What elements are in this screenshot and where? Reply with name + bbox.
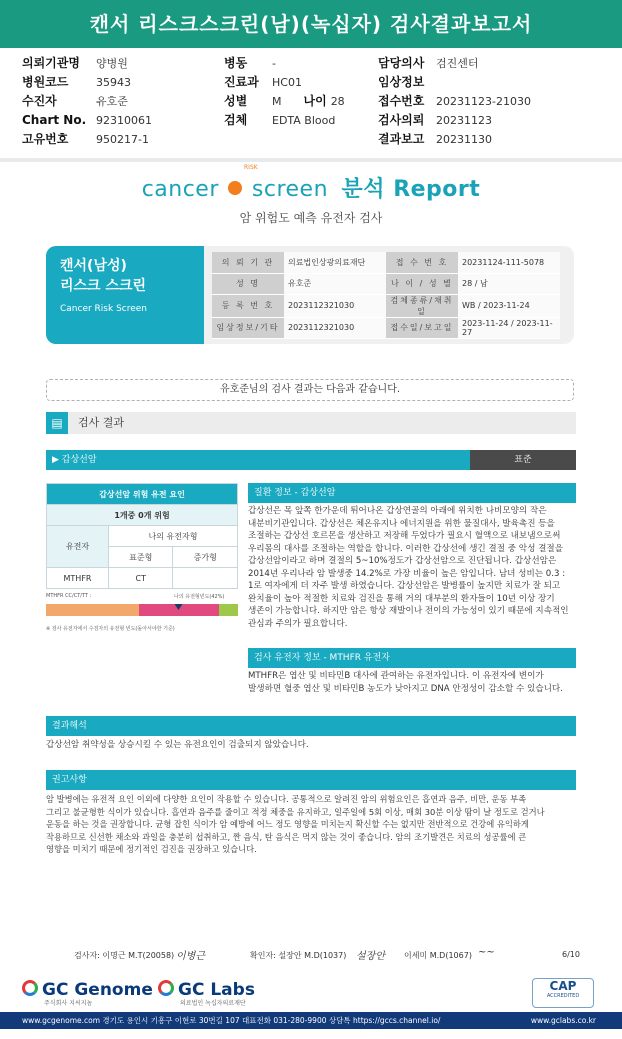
card-value: WB / 2023-11-24 (458, 294, 560, 317)
header-field-value: 20231123-21030 (436, 95, 531, 108)
advice-header: 권고사항 (46, 770, 576, 790)
header-field (378, 111, 531, 130)
interpretation-text: 갑상선암 취약성을 상승시킬 수 있는 유전요인이 검출되지 않았습니다. (46, 740, 309, 750)
disease-info-text (248, 505, 578, 630)
card-row (212, 273, 560, 294)
status-badge: 표준 (470, 450, 576, 470)
header-field-label: 성별 (224, 94, 248, 108)
text-line: 운동을 하는 것을 권장합니다. 균형 잡힌 식이가 암 예방에 어느 정도 영향을 미치는지 확신할 수는 없지만 전반적으로 건강에 유익하게 (46, 819, 529, 829)
header-field (22, 73, 152, 92)
card-key: 의 뢰 기 관 (212, 252, 284, 273)
header-field-value: - (272, 57, 276, 70)
header-field-label: 병동 (224, 56, 248, 70)
gc-ring-icon (22, 980, 38, 996)
disease-info-header: 질환 정보 - 갑상선암 (248, 483, 576, 503)
result-section-header (46, 412, 576, 434)
header-field-value: 검진센터 (436, 57, 479, 70)
text-line: 발생하면 혈중 엽산 및 비타민B 농도가 낮아지고 DNA 안정성이 감소할 수 있습니다. (248, 683, 563, 694)
gc-genome-text: GC Genome (42, 980, 153, 1000)
genotype-standard: CT (109, 568, 173, 589)
report-title: 캔서 리스크스크린(남)(녹십자) 검사결과보고서 (0, 0, 622, 48)
age-label: 나이 (303, 94, 327, 108)
header-field-label: 고유번호 (22, 132, 69, 146)
header-field (224, 111, 345, 130)
gc-labs-text: GC Labs (178, 980, 255, 1000)
cap-text: CAP (549, 979, 577, 993)
logo-word-cancer: cancer (141, 177, 219, 202)
header-field-label: 임상정보 (378, 75, 425, 89)
third-signer: 이세미 M.D(1067) (404, 951, 472, 960)
header-col-3 (378, 54, 531, 149)
interpretation-header: 결과해석 (46, 716, 576, 736)
gene-info-header: 검사 유전자 정보 - MTHFR 유전자 (248, 648, 576, 668)
card-key: 접 수 번 호 (386, 252, 458, 273)
text-line: 1로 여자에게 더 자주 발생 하였습니다. 갑상선암은 발병률이 높지만 치료가 잘 되고 (248, 581, 561, 591)
gene-name: MTHFR (47, 568, 109, 589)
card-key: 임상정보/기타 (212, 317, 284, 338)
page-number: 6/10 (562, 950, 580, 959)
header-field (378, 92, 531, 111)
card-value: 20231124-111-5078 (458, 252, 560, 273)
header-field-label: 의뢰기관명 (22, 56, 80, 70)
text-line: 완치율이 높아 적절한 치료와 검진을 통해 거의 대부분의 환자들이 10년 이상 장기 (248, 593, 555, 604)
cancer-name: ▶ 갑상선암 (52, 455, 97, 465)
header-field-label: 접수번호 (378, 94, 425, 108)
text-line: 생존이 가능합니다. 하지만 암은 항상 재발이나 전이의 가능성이 있기 때문에 지속적인 (248, 606, 569, 616)
col-gene: 유전자 (47, 526, 109, 568)
header-field (224, 92, 345, 111)
scale-seg-tt (219, 604, 238, 616)
logo-report: 분석 Report (341, 177, 481, 202)
text-line: 갑상선은 목 앞쪽 한가운데 튀어나온 갑상연골의 아래에 위치한 나비모양의 작은 (248, 506, 547, 516)
confirmer-signature: 설장안 (356, 951, 385, 962)
col-standard: 표준형 (109, 547, 173, 568)
header-field (224, 54, 345, 73)
gc-genome-sub: 주식회사 지씨지놈 (44, 1000, 93, 1007)
clipboard-icon: ▤ (46, 412, 68, 434)
card-row (212, 294, 560, 317)
text-line: 관심과 주의가 필요합니다. (248, 618, 348, 629)
text-line: 작용하므로 신선한 채소와 과일을 충분히 섭취하고, 짠 음식, 탄 음식은 먹지 않는 것이 좋습니다. 암의 조기발견은 치료의 성공률에 큰 (46, 831, 527, 842)
card-title: 캔서(남성) (60, 258, 127, 274)
card-row (212, 317, 560, 338)
text-line: 조절하는 갑상선 호르몬을 생산하고 저장해 두었다가 필요시 혈액으로 내보냄으로써 (248, 531, 561, 541)
brand-block (0, 164, 622, 226)
header-field-label: 병원코드 (22, 75, 69, 89)
result-section-title: 검사 결과 (78, 416, 125, 429)
divider (0, 158, 622, 162)
logo-word-screen: screen (251, 177, 329, 202)
card-title-panel (46, 246, 204, 344)
card-value: 의료법인상광의료재단 (284, 252, 386, 273)
header-field-value: 양병원 (96, 57, 128, 70)
tester-signature: 이병근 (176, 951, 205, 962)
footer-address: www.gcgenome.com 경기도 용인시 기흥구 이현로 30번길 107 대표전화 031-280-9900 상담톡 https://gccs.channel.io/ (22, 1016, 441, 1025)
gene-risk-count: 1개중 0개 위험 (47, 505, 238, 526)
risk-label: RISK (244, 164, 258, 171)
header-field-value: 20231130 (436, 133, 492, 146)
scale-seg-cc (46, 604, 139, 616)
header-field-value: HC01 (272, 76, 302, 89)
header-field-label: Chart No. (22, 113, 87, 127)
header-field (378, 54, 531, 73)
gene-info-text (248, 670, 578, 695)
header-field-label: 수진자 (22, 94, 57, 108)
greeting-banner: 유호준님의 검사 결과는 다음과 같습니다. (46, 379, 574, 401)
cancer-bar (46, 450, 576, 470)
scale-left-label: MTHFR CC/CT/TT : (46, 593, 92, 599)
advice-text (46, 793, 584, 856)
text-line: 영향을 미치기 때문에 정기적인 검진을 권장하고 있습니다. (46, 844, 257, 854)
risk-dot-icon (228, 181, 242, 195)
footer-bar (0, 1012, 622, 1029)
header-field (22, 130, 152, 149)
scale-right-label: 나의 유전형빈도(42%) (174, 594, 225, 600)
cap-sub: ACCREDITED (546, 993, 580, 999)
header-field-value: 92310061 (96, 114, 152, 127)
col-increased: 증가형 (173, 547, 238, 568)
card-info-table (212, 252, 560, 339)
card-value: 유호준 (284, 273, 386, 294)
text-line: 그리고 불균형한 식이가 있습니다. 흡연과 음주를 줄이고 적정 체중을 유지하고, 일주일에 5회 이상, 매회 30분 이상 땀이 날 정도로 걷거나 (46, 806, 545, 817)
cancer-screen-logo (0, 172, 622, 203)
cap-accredited-badge (532, 978, 594, 1008)
card-row (212, 252, 560, 273)
header-field (22, 54, 152, 73)
scale-note: ※ 검사 유전자에서 수검자의 유전형 빈도(돌아서야한 기준) (46, 626, 175, 632)
card-key: 접수일/보고일 (386, 317, 458, 338)
genotype-frequency-scale (46, 604, 238, 616)
header-field (224, 73, 345, 92)
third-signature: ~~ (478, 947, 495, 958)
header-field-label: 담당의사 (378, 56, 425, 70)
patient-header (0, 54, 622, 154)
card-key: 등 록 번 호 (212, 294, 284, 317)
footer-site-link[interactable]: www.gclabs.co.kr (530, 1016, 596, 1025)
card-value: 2023112321030 (284, 294, 386, 317)
logo-row (0, 976, 622, 1010)
col-my-genotype: 나의 유전자형 (109, 526, 238, 547)
brand-subtitle: 암 위험도 예측 유전자 검사 (239, 211, 383, 225)
card-value: 2023112321030 (284, 317, 386, 338)
card-subtitle: Cancer Risk Screen (60, 304, 148, 314)
header-field-value: M (272, 95, 282, 108)
card-key: 성 명 (212, 273, 284, 294)
header-field-label: 검사의뢰 (378, 113, 425, 127)
age-value: 28 (330, 95, 345, 108)
header-field-value: 35943 (96, 76, 131, 89)
card-value: 2023-11-24 / 2023-11-27 (458, 317, 560, 338)
signature-line (0, 947, 622, 966)
confirmer-label: 확인자: 설장안 M.D(1037) (250, 951, 347, 960)
summary-card (46, 246, 574, 344)
header-field (378, 73, 531, 92)
text-line: 갑상선암이라고 하며 결절의 5~10%정도가 갑상선암으로 진단됩니다. 갑상선암은 (248, 556, 557, 566)
text-line: MTHFR은 엽산 및 비타민B 대사에 관여하는 유전자입니다. 이 유전자에 변이가 (248, 671, 544, 681)
header-field-value: 950217-1 (96, 133, 149, 146)
text-line: 내분비기관입니다. 갑상선은 체온유지나 에너지원을 위한 물질대사, 발육촉진 등을 (248, 518, 555, 529)
gc-labs-logo (158, 980, 255, 1007)
header-field-value: 유호준 (96, 95, 128, 108)
gene-table (46, 483, 238, 589)
header-field (22, 92, 152, 111)
gc-ring-icon (158, 980, 174, 996)
gene-table-head: 갑상선암 위험 유전 요인 (47, 484, 238, 505)
header-col-1 (22, 54, 152, 149)
header-col-2 (224, 54, 345, 130)
genotype-increased (173, 568, 238, 589)
text-line: 암 발병에는 유전적 요인 이외에 다양한 요인이 작용할 수 있습니다. 공통적으로 알려진 암의 위험요인은 흡연과 음주, 비만, 운동 부족 (46, 794, 527, 804)
tester-label: 검사자: 이명근 M.T(20058) (74, 951, 175, 960)
header-field (378, 130, 531, 149)
header-field-label: 결과보고 (378, 132, 425, 146)
header-field-value: 20231123 (436, 114, 492, 127)
text-line: 우리몸의 대사를 조절하는 역할을 합니다. 이러한 갑상선에 생긴 결절 중 악성 결절을 (248, 543, 564, 554)
header-field-label: 검체 (224, 113, 248, 127)
header-field (22, 111, 152, 130)
gc-labs-sub: 의료법인 녹십자의료재단 (180, 1000, 246, 1007)
card-key: 검체종류/채취일 (386, 294, 458, 317)
header-field-label: 진료과 (224, 75, 259, 89)
card-key: 나 이 / 성 별 (386, 273, 458, 294)
card-value: 28 / 남 (458, 273, 560, 294)
header-field-value: EDTA Blood (272, 114, 336, 127)
text-line: 2014년 우리나라 암 발생중 14.2%로 가장 비율이 높은 암입니다. 남녀 성비는 0.3 : (248, 568, 566, 579)
card-title-2: 리스크 스크린 (60, 278, 147, 294)
gc-genome-logo (22, 980, 153, 1007)
